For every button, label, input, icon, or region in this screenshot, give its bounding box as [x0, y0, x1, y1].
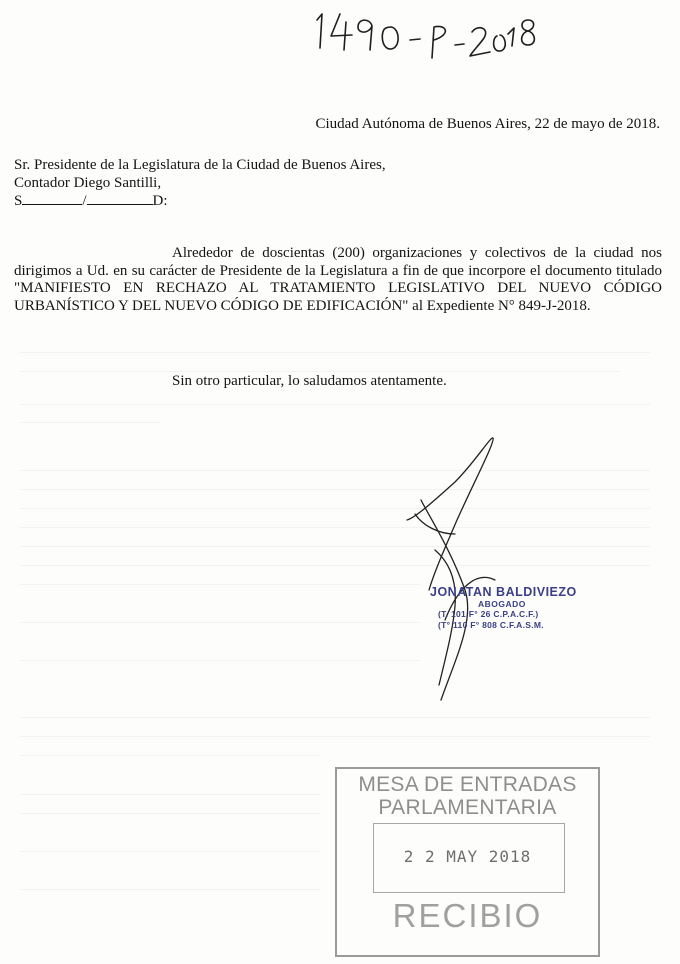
sd-start: S	[14, 193, 23, 209]
body-paragraph: Alrededor de doscientas (200) organizaciones y colectivos de la ciudad nos dirigimos a Ud. en su carácter de Presidente de la Legislatura a fin de que incorpore el documento titulado "MANIFIESTO EN RECHAZO AL TRATAMIENTO LEGISLATIVO DEL NUEVO CÓDIGO URBANÍSTICO Y DEL NUEVO CÓDIGO DE EDIFICACIÓN" al Expediente N° 849-J-2018.	[14, 245, 662, 314]
sd-mid: /	[82, 193, 87, 209]
handwritten-reference	[0, 0, 680, 70]
salutation-sd	[14, 192, 386, 210]
addressee-block	[14, 156, 386, 210]
lawyer-registration: (T. 101 F° 26 C.P.A.C.F.)	[438, 609, 539, 619]
stamp-date: 2 2 MAY 2018	[403, 847, 532, 866]
reception-stamp	[335, 767, 600, 957]
lawyer-name: JONATAN BALDIVIEZO	[430, 585, 577, 599]
addressee-name: Contador Diego Santilli,	[14, 175, 162, 191]
dateline: Ciudad Autónoma de Buenos Aires, 22 de mayo de 2018.	[315, 116, 660, 132]
addressee-line: Sr. Presidente de la Legislatura de la Ciudad de Buenos Aires,	[14, 157, 386, 173]
stamp-office-sub: PARLAMENTARIA	[378, 796, 557, 819]
lawyer-stamp	[430, 585, 577, 631]
sd-end: D:	[152, 193, 168, 209]
lawyer-registration: (T° 110 F° 808 C.F.A.S.M.	[438, 620, 544, 630]
stamp-status: RECIBIO	[392, 897, 543, 934]
stamp-office: MESA DE ENTRADAS	[358, 773, 577, 796]
handwritten-signature	[395, 430, 625, 720]
closing-line: Sin otro particular, lo saludamos atentamente.	[172, 373, 447, 389]
lawyer-role: ABOGADO	[478, 599, 526, 609]
